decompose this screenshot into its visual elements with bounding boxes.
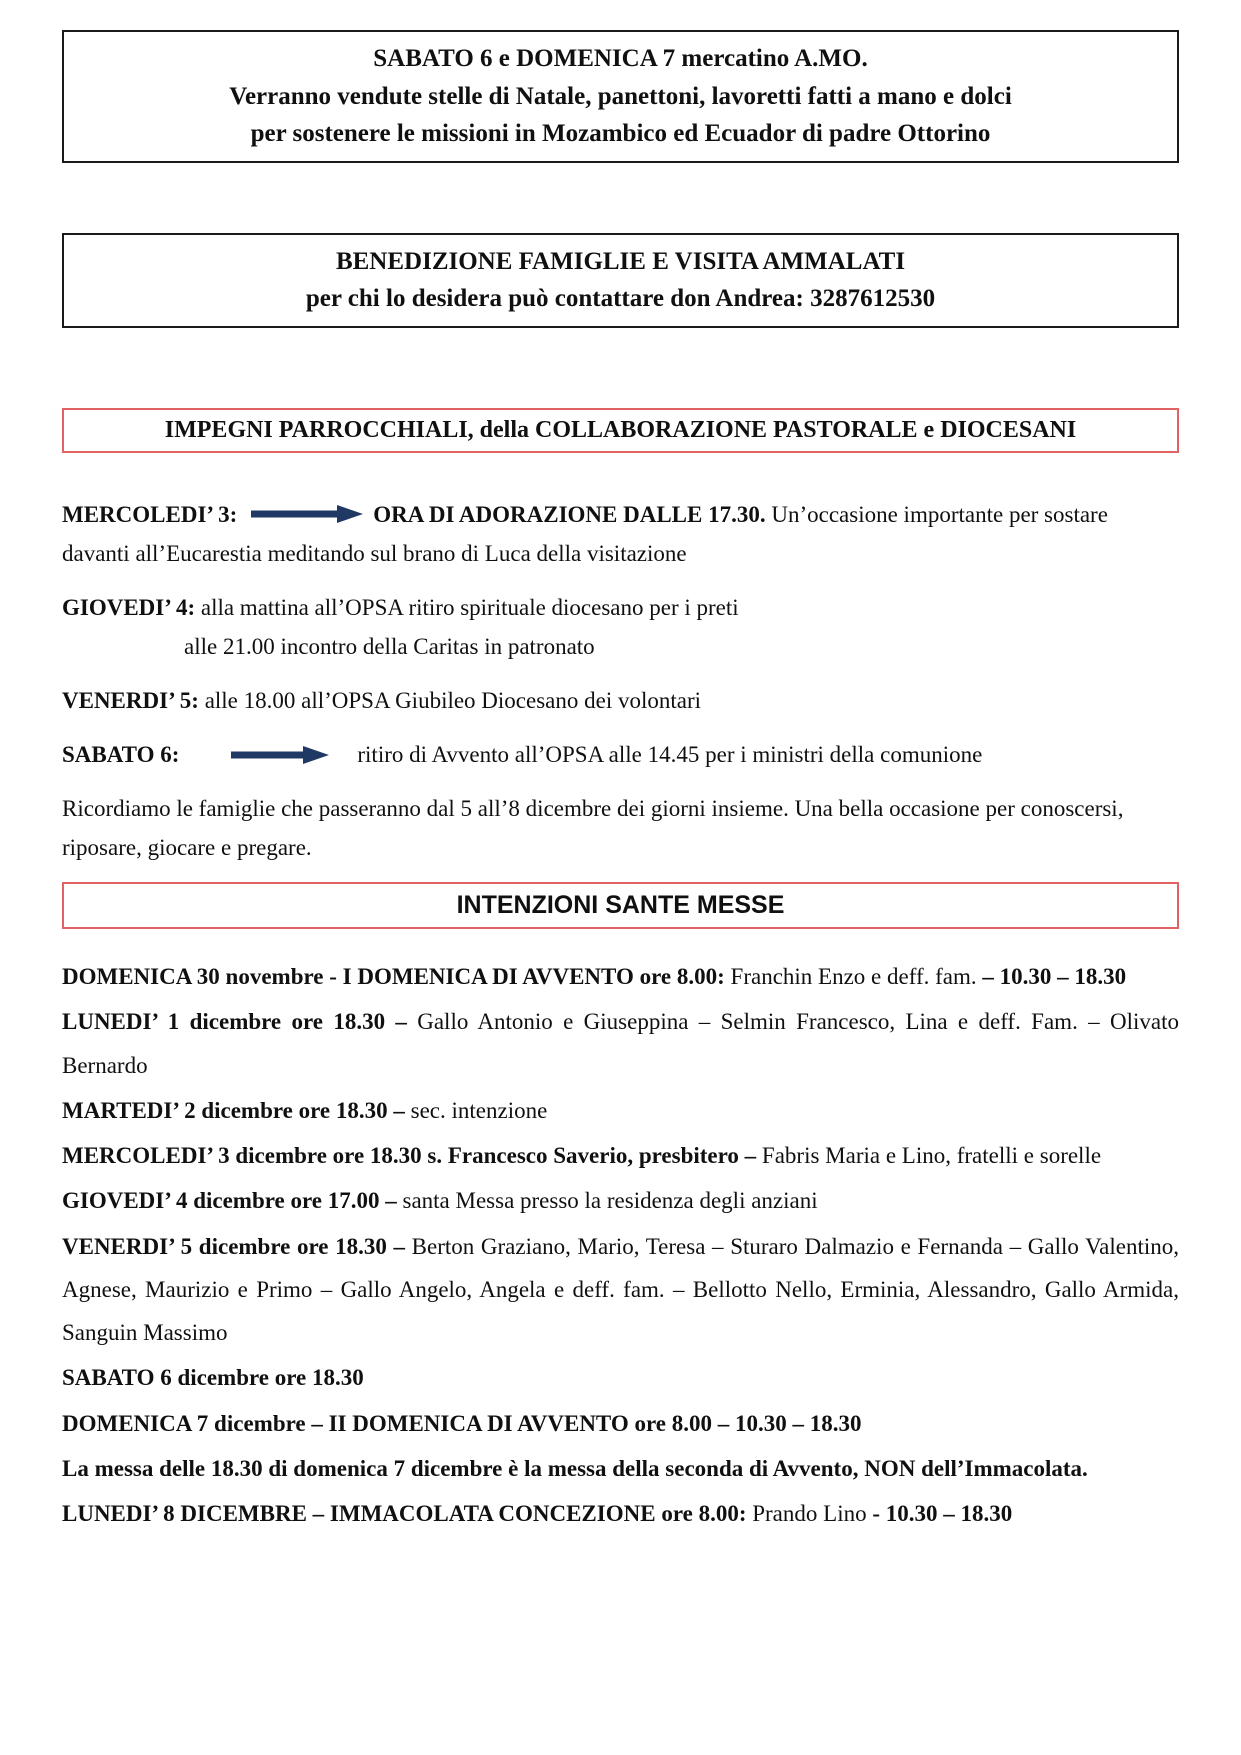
right-arrow-icon bbox=[231, 746, 329, 764]
mass-intention-day: DOMENICA 7 dicembre – II DOMENICA DI AVVENTO ore 8.00 – 10.30 – 18.30 bbox=[62, 1410, 862, 1436]
mass-intention-entry bbox=[62, 1356, 1179, 1399]
intenzioni-section-header: INTENZIONI SANTE MESSE bbox=[62, 882, 1179, 929]
mass-intention-day: LUNEDI’ 1 dicembre ore 18.30 – bbox=[62, 1009, 407, 1035]
mass-intention-entry bbox=[62, 1225, 1179, 1355]
mercatino-line-1: SABATO 6 e DOMENICA 7 mercatino A.MO. bbox=[373, 45, 868, 72]
mass-intention-day: MARTEDI’ 2 dicembre ore 18.30 – bbox=[62, 1097, 405, 1123]
mass-intention-names: Franchin Enzo e deff. fam. bbox=[724, 964, 983, 990]
impegno-giovedi-text: alla mattina all’OPSA ritiro spirituale diocesano per i preti bbox=[195, 594, 739, 620]
mass-intention-entry bbox=[62, 1134, 1179, 1177]
impegno-venerdi-label: VENERDI’ 5: bbox=[62, 687, 199, 713]
mercatino-line-3: per sostenere le missioni in Mozambico ed Ecuador di padre Ottorino bbox=[250, 120, 991, 147]
impegno-giovedi-line-2: alle 21.00 incontro della Caritas in patronato bbox=[184, 633, 595, 659]
mercatino-line-2: Verranno vendute stelle di Natale, panettoni, lavoretti fatti a mano e dolci bbox=[229, 82, 1012, 110]
mass-intention-day: DOMENICA 30 novembre - I DOMENICA DI AVVENTO ore 8.00: bbox=[62, 964, 725, 990]
mass-intention-entry bbox=[62, 1447, 1179, 1490]
impegno-sabato-text: ritiro di Avvento all’OPSA alle 14.45 per i ministri della comunione bbox=[357, 741, 983, 767]
mass-intention-day: SABATO 6 dicembre ore 18.30 bbox=[62, 1365, 364, 1391]
mercatino-notice-box bbox=[62, 30, 1179, 163]
benedizione-line-1: BENEDIZIONE FAMIGLIE E VISITA AMMALATI bbox=[335, 247, 906, 275]
right-arrow-icon bbox=[251, 505, 363, 523]
impegni-section bbox=[62, 495, 1179, 868]
mass-intention-day: LUNEDI’ 8 DICEMBRE – IMMACOLATA CONCEZIONE ore 8.00: bbox=[62, 1501, 747, 1527]
impegno-mercoledi-bold: ORA DI ADORAZIONE DALLE 17.30. bbox=[373, 501, 766, 527]
mass-intention-names: Prando Lino bbox=[746, 1501, 867, 1527]
mass-intention-entry bbox=[62, 1402, 1179, 1445]
mass-intention-day: MERCOLEDI’ 3 dicembre ore 18.30 s. Francesco Saverio, presbitero – bbox=[62, 1143, 757, 1169]
benedizione-notice-box bbox=[62, 233, 1179, 328]
impegno-venerdi-text: alle 18.00 all’OPSA Giubileo Diocesano dei volontari bbox=[198, 687, 702, 713]
intenzioni-list bbox=[62, 955, 1179, 1535]
impegni-section-header: IMPEGNI PARROCCHIALI, della COLLABORAZIONE PASTORALE e DIOCESANI bbox=[62, 408, 1179, 453]
mass-intention-names: santa Messa presso la residenza degli anziani bbox=[396, 1188, 818, 1214]
mass-intention-names: sec. intenzione bbox=[404, 1097, 548, 1123]
mass-intention-entry bbox=[62, 1089, 1179, 1132]
impegno-giovedi-label: GIOVEDI’ 4: bbox=[62, 594, 196, 620]
impegno-mercoledi-text: Un’occasione importante per sostare davanti all’Eucarestia meditando sul brano di Luca della visitazione bbox=[62, 501, 1108, 566]
impegno-sabato-6 bbox=[62, 735, 1179, 774]
mass-intention-entry bbox=[62, 1179, 1179, 1222]
impegno-venerdi-5 bbox=[62, 681, 1179, 720]
impegno-mercoledi-label: MERCOLEDI’ 3: bbox=[62, 501, 238, 527]
mass-intention-day: La messa delle 18.30 di domenica 7 dicembre è la messa della seconda di Avvento, NON dell’Immacolata. bbox=[62, 1455, 1088, 1481]
ricordiamo-paragraph: Ricordiamo le famiglie che passeranno dal 5 all’8 dicembre dei giorni insieme. Una bella occasione per conoscersi, riposare, giocare e pregare. bbox=[62, 796, 1124, 861]
mass-intention-entry bbox=[62, 955, 1179, 998]
mass-intention-names: Fabris Maria e Lino, fratelli e sorelle bbox=[756, 1143, 1102, 1169]
mass-intention-times: – 10.30 – 18.30 bbox=[982, 964, 1127, 990]
mass-intention-names: Berton Graziano, Mario, Teresa – Sturaro Dalmazio e Fernanda – Gallo Valentino, Agnese, Maurizio e Primo – Gallo Angelo, Angela e deff. fam. – Bellotto Nello, Erminia, Alessandro, Gallo Armida, Sanguin Massimo bbox=[62, 1233, 1179, 1346]
mass-intention-names: Gallo Antonio e Giuseppina – Selmin Francesco, Lina e deff. Fam. – Olivato Bernardo bbox=[62, 1009, 1179, 1078]
mass-intention-entry bbox=[62, 1000, 1179, 1086]
mass-intention-entry bbox=[62, 1492, 1179, 1535]
impegno-mercoledi-3 bbox=[62, 495, 1179, 573]
mass-intention-day: GIOVEDI’ 4 dicembre ore 17.00 – bbox=[62, 1188, 397, 1214]
mass-intention-times: - 10.30 – 18.30 bbox=[866, 1501, 1013, 1527]
benedizione-line-2: per chi lo desidera può contattare don Andrea: 3287612530 bbox=[305, 285, 936, 312]
impegno-sabato-label: SABATO 6: bbox=[62, 741, 180, 767]
impegno-giovedi-4 bbox=[62, 588, 1179, 666]
mass-intention-day: VENERDI’ 5 dicembre ore 18.30 – bbox=[62, 1233, 406, 1259]
